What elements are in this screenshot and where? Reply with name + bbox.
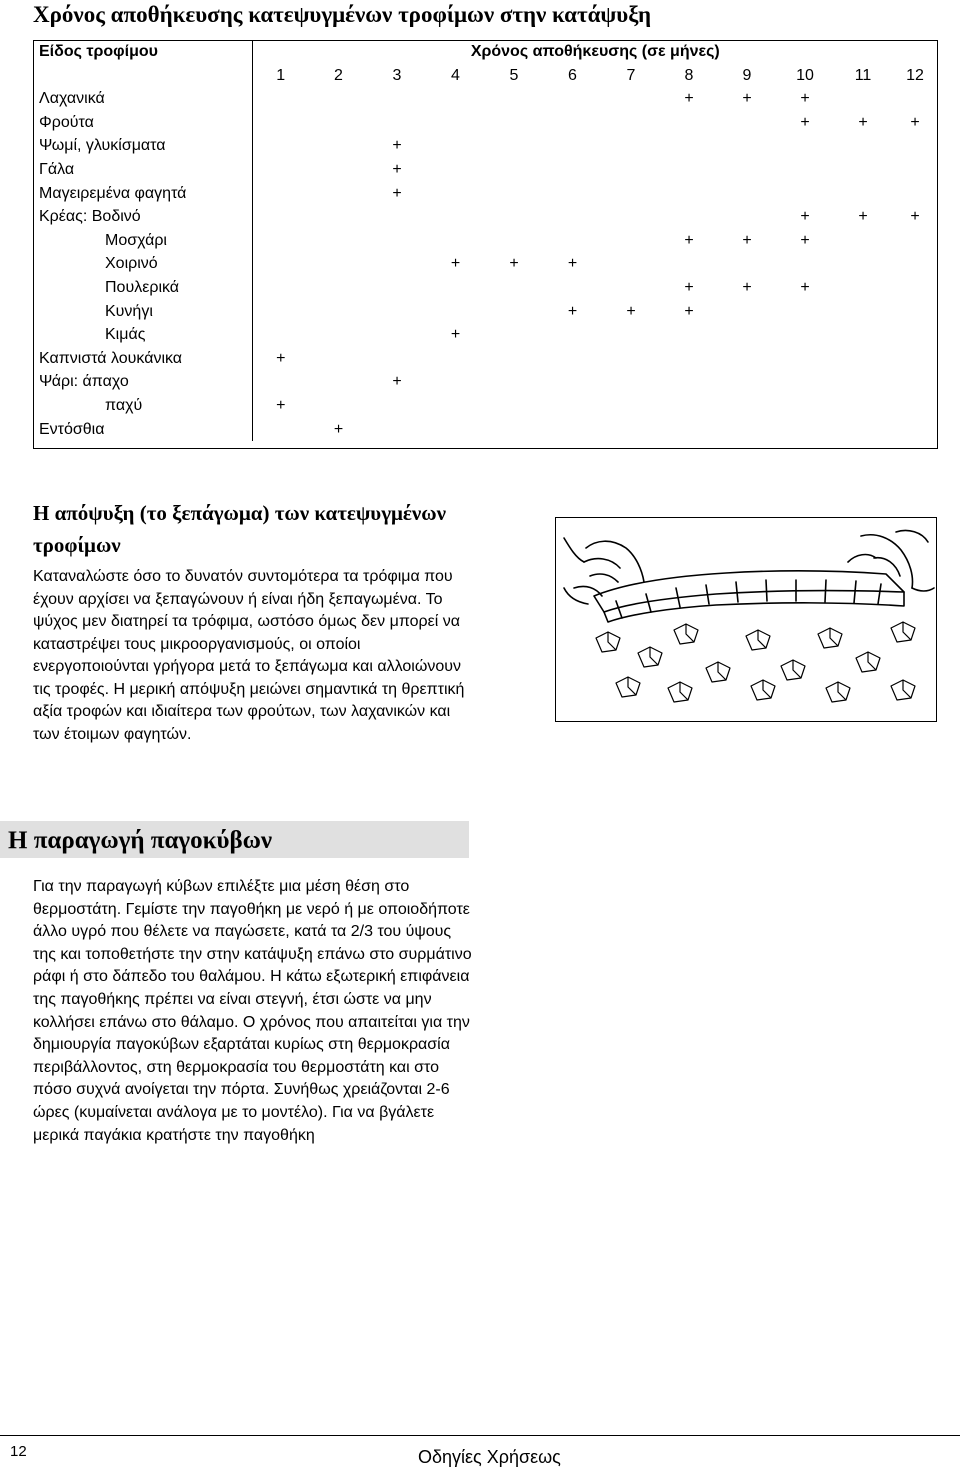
month-cell: [252, 323, 309, 347]
month-cell: [309, 252, 368, 276]
month-cell: [660, 111, 718, 135]
month-cell: +: [392, 160, 402, 178]
month-cell: [252, 182, 309, 206]
month-cell: [485, 394, 543, 418]
month-cell: [834, 394, 892, 418]
month-cell: [718, 182, 776, 206]
month-cell: [368, 252, 426, 276]
month-cell: [368, 111, 426, 135]
food-type-label: Κυνήγι: [33, 300, 252, 324]
month-cell: +: [567, 255, 578, 273]
food-type-label: Κιμάς: [33, 323, 252, 347]
month-cell: [543, 205, 602, 229]
month-cell: [776, 323, 834, 347]
month-cell: +: [910, 113, 920, 131]
month-cell: +: [392, 373, 402, 391]
month-cell: [602, 252, 660, 276]
table-row: [33, 229, 938, 253]
table-row: [33, 182, 938, 206]
month-cell: [543, 111, 602, 135]
month-cell: [543, 276, 602, 300]
month-cell: [834, 229, 892, 253]
month-cell: +: [742, 278, 752, 296]
month-cell: [776, 252, 834, 276]
month-cell: [892, 370, 938, 394]
month-cell: [543, 323, 602, 347]
month-cell: [660, 418, 718, 442]
month-cell: +: [684, 90, 694, 108]
month-cell: [660, 252, 718, 276]
month-cell: [485, 205, 543, 229]
month-cell: [834, 252, 892, 276]
month-cell: [718, 205, 776, 229]
defrost-paragraph: Καταναλώστε όσο το δυνατόν συντομότερα τα τρόφιμα που έχουν αρχίσει να ξεπαγώνουν ή είναι ήδη ξεπαγωμένα. Το ψύχος μεν διατηρεί τα τρόφιμα, ωστόσο όμως δεν μπορεί να καταστρέψει τους μικροοργανισμούς, οι οποίοι ενεργοποιούνται γρήγορα μετά το ξεπάγωμα και αλλοιώνουν τις τροφές. Η μερική απόψυξη μειώνει σημαντικά τη θρεπτική αξία τροφών και ιδιαίτερα των φρούτων, των λαχανικών και των έτοιμων φαγητών.: [33, 568, 465, 743]
month-cell: +: [276, 349, 286, 367]
month-cell: [309, 300, 368, 324]
month-cell: [660, 182, 718, 206]
month-cell: [892, 300, 938, 324]
month-cell: +: [684, 278, 694, 296]
month-cell: [485, 276, 543, 300]
month-cell: [892, 347, 938, 371]
food-type-label: Γάλα: [33, 158, 252, 182]
month-cell: [718, 323, 776, 347]
month-cell: [426, 418, 485, 442]
month-cell: [776, 300, 834, 324]
month-cell: [660, 323, 718, 347]
month-cell: [718, 418, 776, 442]
month-cell: [834, 134, 892, 158]
month-1: 1: [276, 66, 286, 84]
month-cell: [309, 134, 368, 158]
month-cell: [892, 418, 938, 442]
month-cell: [602, 418, 660, 442]
month-cell: [252, 111, 309, 135]
month-cell: +: [626, 302, 636, 320]
month-cell: [660, 347, 718, 371]
month-cell: [485, 418, 543, 442]
month-cell: [426, 111, 485, 135]
month-cell: [834, 182, 892, 206]
ice-heading: Η παραγωγή παγοκύβων: [8, 827, 273, 854]
month-cell: [834, 418, 892, 442]
month-cell: +: [742, 231, 752, 249]
month-6: 6: [568, 66, 577, 84]
month-cell: [485, 323, 543, 347]
table-row: [33, 134, 938, 158]
month-cell: [602, 394, 660, 418]
month-cell: [543, 87, 602, 111]
month-cell: [309, 205, 368, 229]
month-cell: [718, 394, 776, 418]
month-cell: [485, 229, 543, 253]
month-cell: [892, 229, 938, 253]
month-cell: [368, 394, 426, 418]
month-5: 5: [509, 66, 519, 84]
food-type-label: Κρέας: Βοδινό: [33, 205, 252, 229]
defrost-heading: Η απόψυξη (το ξεπάγωμα) των κατεψυγμένων τροφίμων: [33, 501, 447, 557]
month-cell: [776, 182, 834, 206]
month-cell: [426, 347, 485, 371]
month-cell: [309, 87, 368, 111]
ice-paragraph: Για την παραγωγή κύβων επιλέξτε μια μέση θέση στο θερμοστάτη. Γεμίστε την παγοθήκη με νερό ή με οποιοδήποτε άλλο υγρό που θέλετε να παγώσετε, κατά τα 2/3 του ύψους της και τοποθετήστε την στην κατάψυξη επάνω στο συρμάτινο ράφι ή στο δάπεδο του θαλάμου. Η κάτω εξωτερική επιφάνεια της παγοθήκης πρέπει να είναι στεγνή, έτσι ώστε να μην κολλήσει επάνω στο θάλαμο. Ο χρόνος που απαιτείται για την δημιουργία παγοκύβων εξαρτάται κυρίως στη θερμοκρασία περιβάλλοντος, στη θερμοκρασία του θερμοστάτη και στο πόσο συχνά ανοίγεται την πόρτα. Συνήθως χρειάζονται 2-6 ώρες (κυμαίνεται ανάλογα με το μοντέλο). Για να βγάλετε μερικά παγάκια κρατήστε την παγοθήκη: [33, 878, 472, 1144]
month-cell: +: [858, 113, 868, 131]
month-cell: [776, 370, 834, 394]
month-cell: [602, 323, 660, 347]
month-cell: [309, 276, 368, 300]
month-cell: [892, 394, 938, 418]
food-type-label: Μοσχάρι: [33, 229, 252, 253]
food-type-label: Χοιρινό: [33, 252, 252, 276]
month-cell: [718, 111, 776, 135]
month-cell: [309, 229, 368, 253]
table-header-row: [33, 40, 938, 64]
month-cell: [426, 182, 485, 206]
month-cell: [368, 300, 426, 324]
month-cell: [252, 158, 309, 182]
month-cell: [776, 158, 834, 182]
month-cell: [602, 134, 660, 158]
month-cell: [718, 134, 776, 158]
month-cell: [252, 205, 309, 229]
month-cell: +: [509, 255, 519, 273]
month-cell: [543, 418, 602, 442]
month-11: 11: [854, 66, 872, 84]
month-cell: [368, 323, 426, 347]
month-cell: +: [910, 208, 920, 226]
food-type-label: Μαγειρεμένα φαγητά: [33, 182, 252, 206]
month-4: 4: [451, 66, 460, 84]
table-row: [33, 323, 938, 347]
month-cell: [426, 370, 485, 394]
month-cell: [834, 300, 892, 324]
month-7: 7: [626, 66, 636, 84]
food-type-label: Φρούτα: [33, 111, 252, 135]
month-cell: [543, 394, 602, 418]
month-cell: [426, 205, 485, 229]
month-cell: +: [392, 137, 402, 155]
month-cell: [543, 182, 602, 206]
month-cell: +: [392, 184, 402, 202]
table-row: [33, 300, 938, 324]
month-8: 8: [684, 66, 694, 84]
month-cell: [602, 158, 660, 182]
month-cell: [602, 276, 660, 300]
month-cell: [892, 87, 938, 111]
month-cell: +: [684, 302, 694, 320]
month-cell: +: [800, 231, 810, 249]
month-cell: [602, 205, 660, 229]
month-cell: [252, 87, 309, 111]
month-cell: [660, 134, 718, 158]
months-row: [33, 64, 938, 88]
month-cell: [426, 394, 485, 418]
table-row: [33, 205, 938, 229]
month-cell: [776, 394, 834, 418]
storage-time-header: Χρόνος αποθήκευσης (σε μήνες): [470, 43, 720, 60]
month-cell: [602, 87, 660, 111]
month-cell: [252, 134, 309, 158]
month-cell: [485, 111, 543, 135]
month-cell: [368, 87, 426, 111]
month-cell: [718, 300, 776, 324]
month-cell: [543, 347, 602, 371]
month-cell: [485, 370, 543, 394]
month-cell: [718, 370, 776, 394]
month-cell: [892, 323, 938, 347]
month-cell: [309, 347, 368, 371]
month-12: 12: [906, 66, 924, 84]
month-cell: [252, 300, 309, 324]
month-cell: [718, 158, 776, 182]
month-cell: +: [742, 90, 752, 108]
month-cell: [485, 158, 543, 182]
month-cell: [718, 252, 776, 276]
month-cell: +: [800, 208, 810, 226]
month-cell: [426, 158, 485, 182]
month-cell: [660, 370, 718, 394]
month-10: 10: [796, 66, 814, 84]
month-cell: [834, 370, 892, 394]
month-cell: [718, 347, 776, 371]
month-cell: [252, 229, 309, 253]
month-9: 9: [742, 66, 752, 84]
table-row: [33, 276, 938, 300]
month-cell: [368, 418, 426, 442]
food-type-label: Πουλερικά: [33, 276, 252, 300]
month-cell: [309, 323, 368, 347]
month-cell: [892, 276, 938, 300]
month-cell: [543, 370, 602, 394]
month-cell: [426, 276, 485, 300]
food-type-label: παχύ: [33, 394, 252, 418]
month-cell: [834, 158, 892, 182]
table-row: [33, 252, 938, 276]
month-cell: [776, 134, 834, 158]
month-cell: [543, 134, 602, 158]
month-3: 3: [392, 66, 402, 84]
month-cell: [543, 158, 602, 182]
month-cell: [602, 111, 660, 135]
month-cell: [602, 229, 660, 253]
document-name: Οδηγίες Χρήσεως: [418, 1447, 561, 1467]
month-cell: +: [684, 231, 694, 249]
month-cell: [368, 347, 426, 371]
table-row: [33, 158, 938, 182]
food-type-label: Ψάρι: άπαχο: [33, 370, 252, 394]
month-cell: [660, 394, 718, 418]
month-cell: +: [567, 302, 578, 320]
month-cell: [252, 252, 309, 276]
footer-divider: [0, 1435, 960, 1436]
month-cell: [485, 300, 543, 324]
month-cell: [426, 134, 485, 158]
month-cell: +: [333, 420, 344, 438]
month-cell: [834, 276, 892, 300]
month-2: 2: [334, 66, 343, 84]
month-cell: [309, 394, 368, 418]
food-type-label: Καπνιστά λουκάνικα: [33, 347, 252, 371]
month-cell: [426, 300, 485, 324]
page-number: 12: [10, 1443, 27, 1460]
month-cell: [368, 205, 426, 229]
month-cell: [892, 134, 938, 158]
month-cell: [426, 87, 485, 111]
month-cell: [485, 134, 543, 158]
table-row: [33, 394, 938, 418]
month-cell: [834, 87, 892, 111]
month-cell: [252, 276, 309, 300]
month-cell: +: [800, 90, 810, 108]
month-cell: +: [800, 278, 810, 296]
month-cell: [309, 370, 368, 394]
month-cell: +: [450, 326, 461, 344]
month-cell: [252, 370, 309, 394]
month-cell: [309, 158, 368, 182]
page-title: Χρόνος αποθήκευσης κατεψυγμένων τροφίμων στην κατάψυξη: [33, 2, 652, 27]
month-cell: [892, 158, 938, 182]
month-cell: [368, 276, 426, 300]
month-cell: [485, 182, 543, 206]
month-cell: [543, 229, 602, 253]
table-row: [33, 370, 938, 394]
table-row: [33, 87, 938, 111]
month-cell: [426, 229, 485, 253]
month-cell: [660, 158, 718, 182]
month-cell: [309, 111, 368, 135]
month-cell: [892, 182, 938, 206]
month-cell: [252, 418, 309, 442]
table-row: [33, 347, 938, 371]
defrost-illustration: [555, 517, 937, 722]
month-cell: +: [276, 396, 286, 414]
food-type-label: Ψωμί, γλυκίσματα: [33, 134, 252, 158]
hands-ice-tray-illustration: [556, 518, 936, 721]
month-cell: +: [800, 113, 810, 131]
month-cell: +: [858, 208, 868, 226]
month-cell: +: [450, 255, 461, 273]
month-cell: [834, 347, 892, 371]
food-type-label: Εντόσθια: [33, 418, 252, 442]
month-cell: [660, 205, 718, 229]
food-type-label: Λαχανικά: [33, 87, 252, 111]
month-cell: [776, 418, 834, 442]
table-row: [33, 111, 938, 135]
food-type-header-blank: [33, 64, 252, 88]
storage-time-table: [33, 40, 938, 441]
month-cell: [485, 347, 543, 371]
month-cell: [602, 347, 660, 371]
food-type-header: Είδος τροφίμου: [33, 40, 252, 64]
month-cell: [834, 323, 892, 347]
month-cell: [485, 87, 543, 111]
table-row: [33, 418, 938, 442]
month-cell: [776, 347, 834, 371]
month-cell: [892, 252, 938, 276]
month-cell: [602, 182, 660, 206]
month-cell: [309, 182, 368, 206]
month-cell: [602, 370, 660, 394]
month-cell: [368, 229, 426, 253]
